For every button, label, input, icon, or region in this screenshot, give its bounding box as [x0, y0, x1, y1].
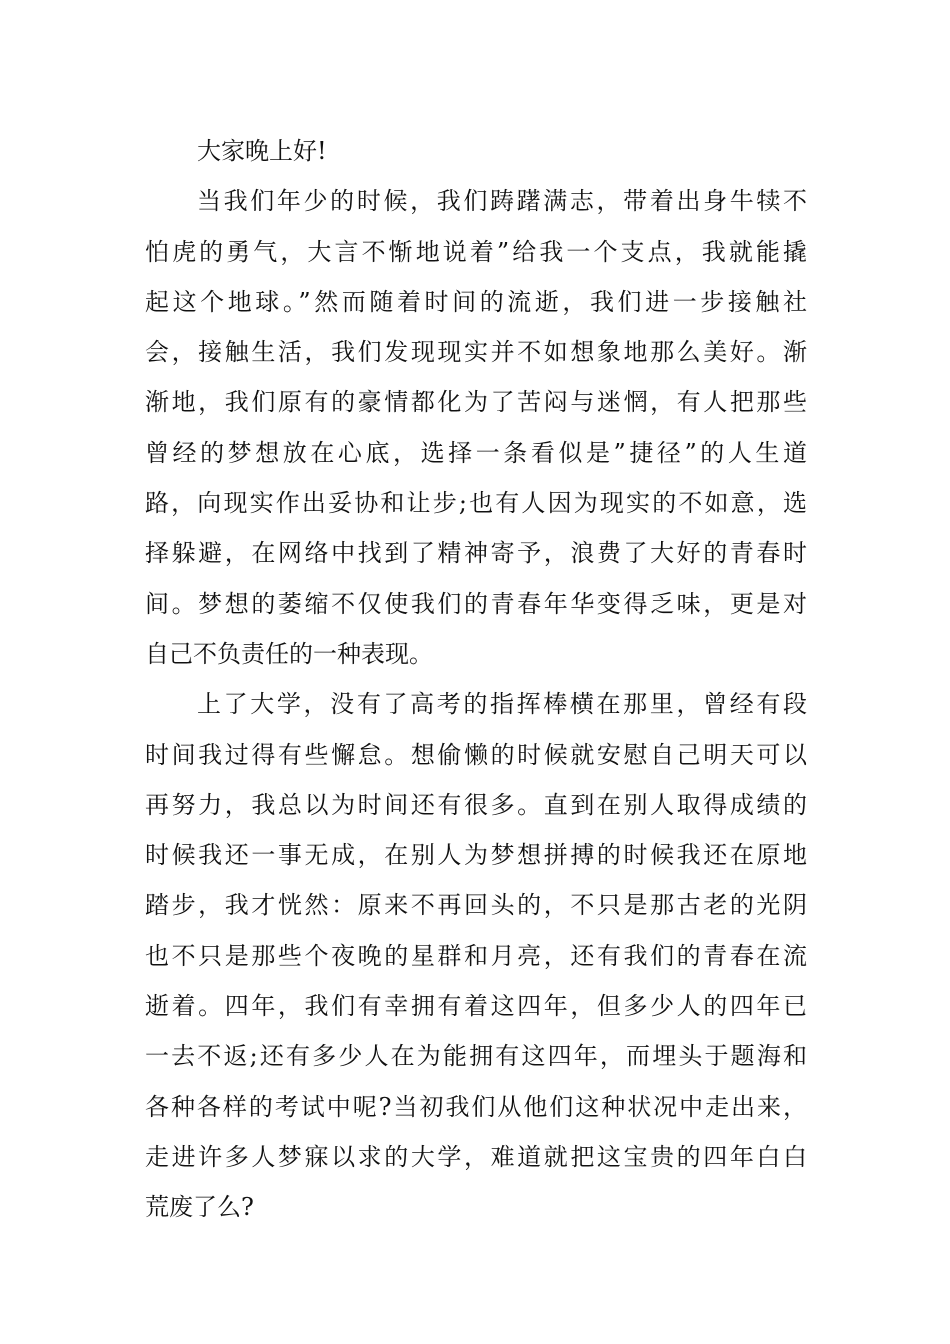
paragraph-line: 荒废了么?	[145, 1193, 254, 1222]
paragraph-university-time	[145, 679, 807, 1232]
paragraph-line: 会，接触生活，我们发现现实并不如想象地那么美好。渐	[145, 338, 807, 367]
paragraph-line: 一去不返;还有多少人在为能拥有这四年，而埋头于题海和	[145, 1042, 807, 1071]
paragraph-line: 自己不负责任的一种表现。	[145, 639, 433, 668]
paragraph-line: 曾经的梦想放在心底，选择一条看似是”捷径”的人生道	[145, 438, 807, 467]
paragraph-line: 踏步，我才恍然：原来不再回头的，不只是那古老的光阴	[145, 891, 807, 920]
paragraph-line: 怕虎的勇气，大言不惭地说着”给我一个支点，我就能撬	[145, 237, 807, 266]
paragraph-line: 走进许多人梦寐以求的大学，难道就把这宝贵的四年白白	[145, 1142, 807, 1171]
paragraph-line: 也不只是那些个夜晚的星群和月亮，还有我们的青春在流	[145, 941, 807, 970]
paragraph-line: 各种各样的考试中呢?当初我们从他们这种状况中走出来，	[145, 1092, 807, 1121]
paragraph-line: 大家晚上好!	[197, 137, 327, 165]
paragraph-line: 择躲避，在网络中找到了精神寄予，浪费了大好的青春时	[145, 539, 807, 568]
paragraph-line: 间。梦想的萎缩不仅使我们的青春年华变得乏味，更是对	[145, 589, 807, 618]
paragraph-line: 再努力，我总以为时间还有很多。直到在别人取得成绩的	[145, 790, 807, 819]
paragraph-line: 上了大学，没有了高考的指挥棒横在那里，曾经有段	[197, 690, 807, 719]
paragraph-line: 时间我过得有些懈怠。想偷懒的时候就安慰自己明天可以	[145, 740, 807, 769]
paragraph-line: 起这个地球。”然而随着时间的流逝，我们进一步接触社	[145, 287, 807, 316]
paragraph-line: 路，向现实作出妥协和让步;也有人因为现实的不如意，选	[145, 489, 807, 518]
paragraph-youth-dreams	[145, 176, 807, 679]
document-body	[145, 126, 807, 1233]
paragraph-line: 时候我还一事无成，在别人为梦想拼搏的时候我还在原地	[145, 841, 807, 870]
paragraph-line: 渐地，我们原有的豪情都化为了苦闷与迷惘，有人把那些	[145, 388, 807, 417]
paragraph-greeting	[145, 126, 807, 176]
paragraph-line: 当我们年少的时候，我们踌躇满志，带着出身牛犊不	[197, 187, 807, 216]
paragraph-line: 逝着。四年，我们有幸拥有着这四年，但多少人的四年已	[145, 992, 807, 1021]
